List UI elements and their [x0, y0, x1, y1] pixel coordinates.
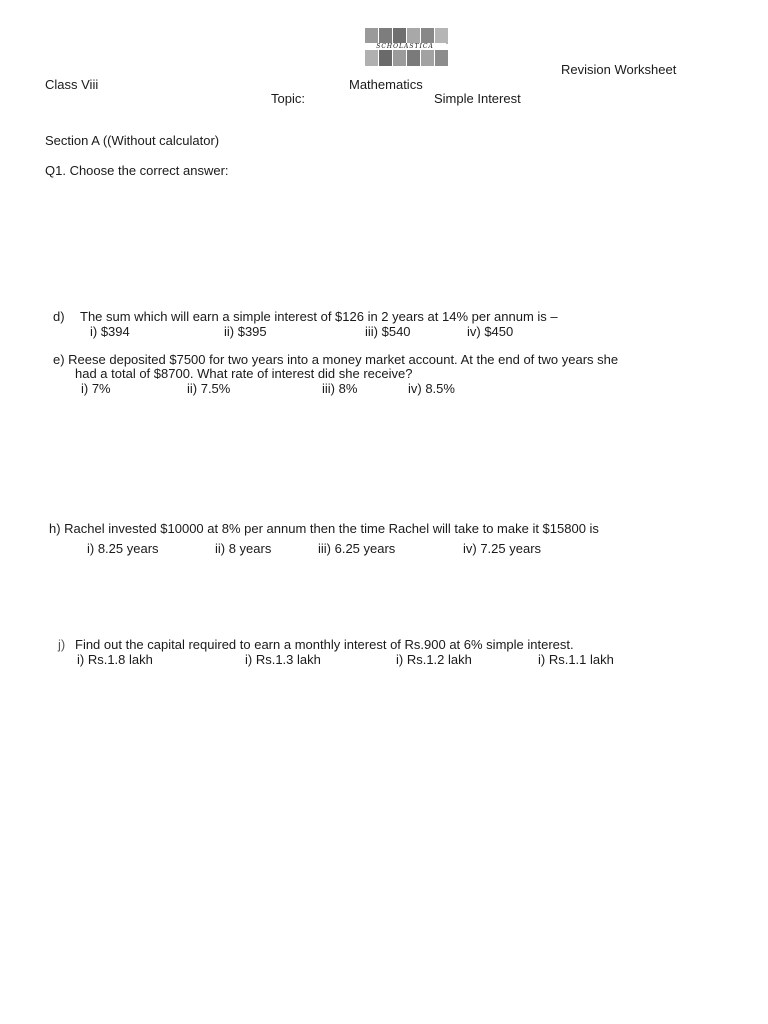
- question-e-text-cont: had a total of $8700. What rate of interest did she receive?: [75, 366, 413, 381]
- question-j-label: j): [58, 637, 66, 652]
- logo-tile: [435, 28, 448, 44]
- question-j-option: i) Rs.1.2 lakh: [396, 652, 472, 667]
- q1-prompt: Q1. Choose the correct answer:: [45, 163, 229, 178]
- question-h-option: iv) 7.25 years: [463, 541, 542, 556]
- question-d-option: ii) $395: [224, 324, 267, 339]
- question-e-option: iii) 8%: [322, 381, 358, 396]
- logo-tile: [407, 28, 420, 44]
- question-d-option: i) $394: [90, 324, 130, 339]
- question-h-option: iii) 6.25 years: [318, 541, 396, 556]
- question-d-option: iii) $540: [365, 324, 411, 339]
- school-logo: [362, 28, 448, 64]
- question-j-option: i) Rs.1.3 lakh: [245, 652, 321, 667]
- logo-tile: [435, 50, 448, 66]
- subject-label: Mathematics: [349, 77, 423, 92]
- section-title: Section A ((Without calculator): [45, 133, 220, 148]
- question-e-option: iv) 8.5%: [408, 381, 455, 396]
- logo-tile: [393, 50, 406, 66]
- question-j-text: Find out the capital required to earn a monthly interest of Rs.900 at 6% simple interest.: [75, 637, 574, 652]
- logo-tile: [393, 28, 406, 44]
- logo-tile: [379, 50, 392, 66]
- question-h-option: ii) 8 years: [215, 541, 272, 556]
- question-e-option: i) 7%: [81, 381, 111, 396]
- logo-tile: [421, 28, 434, 44]
- logo-tile: [379, 28, 392, 44]
- question-h-option: i) 8.25 years: [87, 541, 159, 556]
- question-e-option: ii) 7.5%: [187, 381, 231, 396]
- question-d-label: d): [53, 309, 65, 324]
- logo-tile: [407, 50, 420, 66]
- question-j-option: i) Rs.1.8 lakh: [77, 652, 153, 667]
- question-d-text: The sum which will earn a simple interest of $126 in 2 years at 14% per annum is –: [80, 309, 558, 324]
- doc-type: Revision Worksheet: [561, 62, 677, 77]
- class-label: Class Viii: [45, 77, 99, 92]
- topic-value: Simple Interest: [434, 91, 521, 106]
- question-e-text: e) Reese deposited $7500 for two years into a money market account. At the end of two years she: [53, 352, 619, 367]
- logo-tile: [365, 28, 378, 44]
- logo-tile: [421, 50, 434, 66]
- question-h-text: h) Rachel invested $10000 at 8% per annum then the time Rachel will take to make it $15800 is: [49, 521, 599, 536]
- logo-wordmark: SCHOLASTICA: [364, 43, 446, 50]
- question-j-option: i) Rs.1.1 lakh: [538, 652, 614, 667]
- logo-tile: [365, 50, 378, 66]
- question-d-option: iv) $450: [467, 324, 514, 339]
- topic-label: Topic:: [271, 91, 305, 106]
